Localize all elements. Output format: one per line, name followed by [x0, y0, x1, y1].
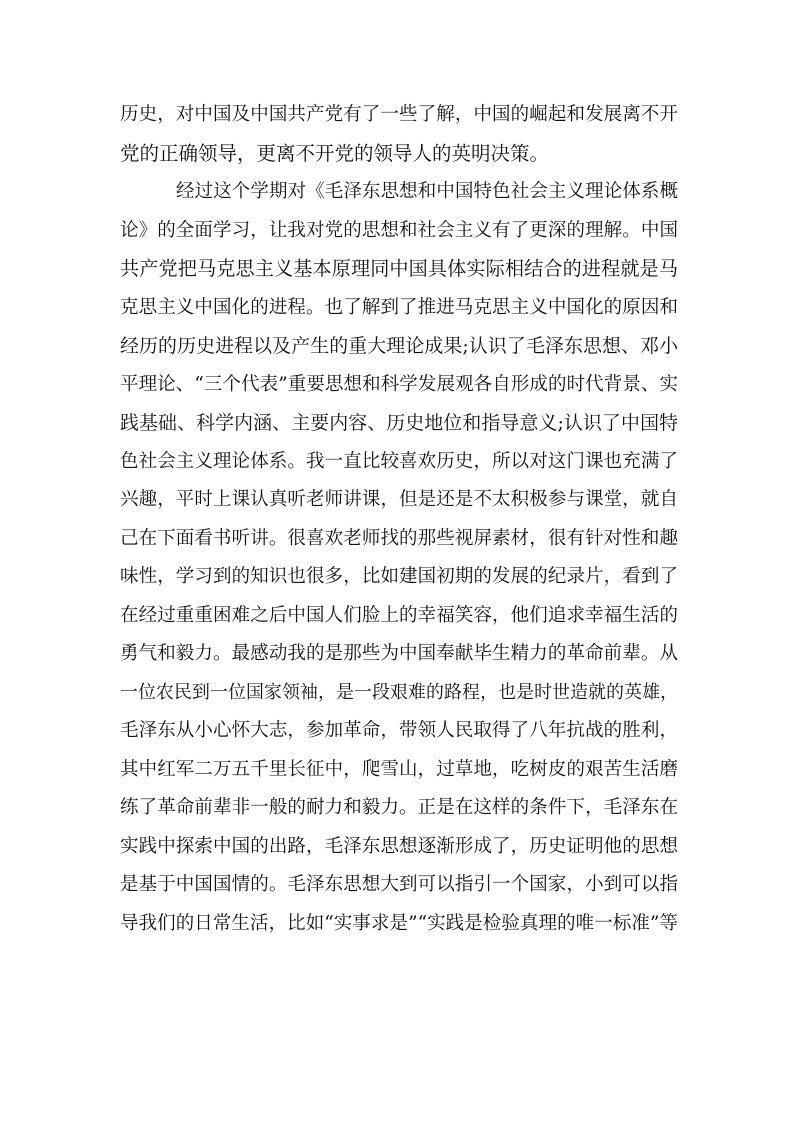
- text-line: 践基础、科学内涵、主要内容、历史地位和指导意义;认识了中国特: [120, 412, 678, 434]
- text-line: 经历的历史进程以及产生的重大理论成果;认识了毛泽东思想、邓小: [120, 335, 678, 357]
- text-line: 毛泽东从小心怀大志，参加革命，带领人民取得了八年抗战的胜利，: [120, 720, 678, 741]
- text-line: 勇气和毅力。最感动我的是那些为中国奉献毕生精力的革命前辈。从: [120, 643, 678, 664]
- text-line: 其中红军二万五千里长征中，爬雪山，过草地，吃树皮的艰苦生活磨: [120, 758, 678, 780]
- text-line: 是基于中国国情的。毛泽东思想大到可以指引一个国家，小到可以指: [120, 874, 678, 895]
- text-line: 历史，对中国及中国共产党有了一些了解，中国的崛起和发展离不开: [120, 104, 678, 125]
- text-line: 练了革命前辈非一般的耐力和毅力。正是在这样的条件下，毛泽东在: [120, 797, 678, 818]
- text-line: 己在下面看书听讲。很喜欢老师找的那些视屏素材，很有针对性和趣: [120, 527, 678, 549]
- text-line: 平理论、“三个代表”重要思想和科学发展观各自形成的时代背景、实: [120, 373, 678, 395]
- text-line: 共产党把马克思主义基本原理同中国具体实际相结合的进程就是马: [120, 257, 678, 280]
- text-line: 党的正确领导，更离不开党的领导人的英明决策。: [120, 141, 550, 165]
- text-line: 兴趣，平时上课认真听老师讲课，但是还是不太积极参与课堂，就自: [120, 489, 678, 510]
- text-line: 味性，学习到的知识也很多，比如建国初期的发展的纪录片，看到了: [120, 566, 678, 587]
- text-line: 在经过重重困难之后中国人们脸上的幸福笑容，他们追求幸福生活的: [120, 604, 678, 626]
- text-line: 色社会主义理论体系。我一直比较喜欢历史，所以对这门课也充满了: [120, 450, 678, 472]
- text-line: 导我们的日常生活，比如“实事求是”“实践是检验真理的唯一标准”等: [120, 912, 678, 934]
- text-line: 克思主义中国化的进程。也了解到了推进马克思主义中国化的原因和: [120, 296, 678, 318]
- text-line: 实践中探索中国的出路，毛泽东思想逐渐形成了，历史证明他的思想: [120, 835, 678, 857]
- text-line: 一位农民到一位国家领袖，是一段艰难的路程，也是时世造就的英雄，: [120, 681, 678, 703]
- text-line: 经过这个学期对《毛泽东思想和中国特色社会主义理论体系概: [176, 181, 678, 202]
- document-body: [120, 96, 678, 943]
- text-line: 论》的全面学习，让我对党的思想和社会主义有了更深的理解。中国: [120, 219, 678, 241]
